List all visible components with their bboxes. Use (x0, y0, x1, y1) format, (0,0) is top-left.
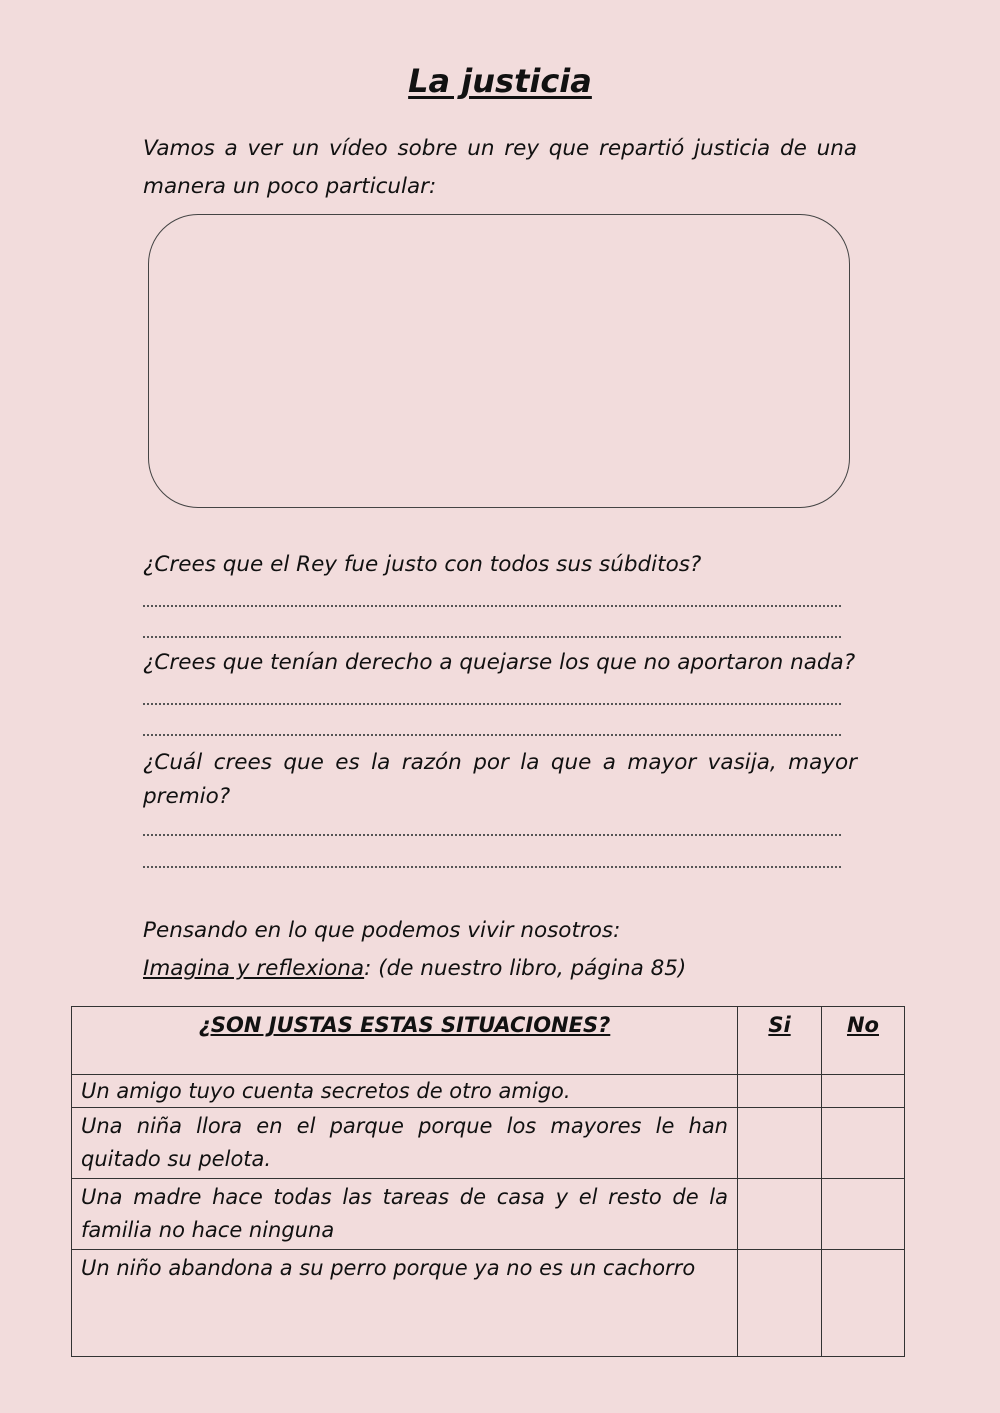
situation-text: Una niña llora en el parque porque los mayores le han quitado su pelota. (72, 1108, 738, 1179)
answer-si-cell[interactable] (738, 1250, 822, 1357)
table-row (72, 1250, 905, 1357)
table-row (72, 1108, 905, 1179)
answer-line-2b[interactable] (143, 734, 841, 736)
intro-text: Vamos a ver un vídeo sobre un rey que repartió justicia de una manera un poco particular: (143, 136, 857, 199)
answer-line-3a[interactable] (143, 834, 841, 836)
answer-no-cell[interactable] (822, 1108, 905, 1179)
imagina-line (143, 952, 686, 986)
thinking-text: Pensando en lo que podemos vivir nosotros: (143, 918, 621, 943)
situation-text: Un amigo tuyo cuenta secretos de otro amigo. (72, 1075, 738, 1108)
video-placeholder-box[interactable] (148, 214, 850, 508)
answer-line-1a[interactable] (143, 605, 841, 607)
situation-text: Un niño abandona a su perro porque ya no es un cachorro (72, 1250, 738, 1357)
answer-no-cell[interactable] (822, 1179, 905, 1250)
question-3: ¿Cuál crees que es la razón por la que a mayor vasija, mayor premio? (143, 750, 857, 809)
question-1: ¿Crees que el Rey fue justo con todos sus súbditos? (143, 552, 702, 577)
table-header-no: No (822, 1007, 905, 1075)
answer-si-cell[interactable] (738, 1108, 822, 1179)
answer-si-cell[interactable] (738, 1179, 822, 1250)
answer-si-cell[interactable] (738, 1075, 822, 1108)
situation-text: Una madre hace todas las tareas de casa y el resto de la familia no hace ninguna (72, 1179, 738, 1250)
table-row (72, 1075, 905, 1108)
situations-table (71, 1006, 905, 1357)
page-title: La justicia (408, 62, 592, 100)
answer-line-3b[interactable] (143, 866, 841, 868)
table-header-si: Si (738, 1007, 822, 1075)
answer-line-1b[interactable] (143, 636, 841, 638)
imagina-link: Imagina y reflexiona (143, 956, 365, 981)
table-header-question: ¿SON JUSTAS ESTAS SITUACIONES? (72, 1007, 738, 1075)
answer-no-cell[interactable] (822, 1075, 905, 1108)
question-2: ¿Crees que tenían derecho a quejarse los que no aportaron nada? (143, 650, 856, 675)
imagina-rest: : (de nuestro libro, página 85) (364, 956, 687, 981)
table-row (72, 1179, 905, 1250)
answer-line-2a[interactable] (143, 703, 841, 705)
answer-no-cell[interactable] (822, 1250, 905, 1357)
table-header-row (72, 1007, 905, 1075)
